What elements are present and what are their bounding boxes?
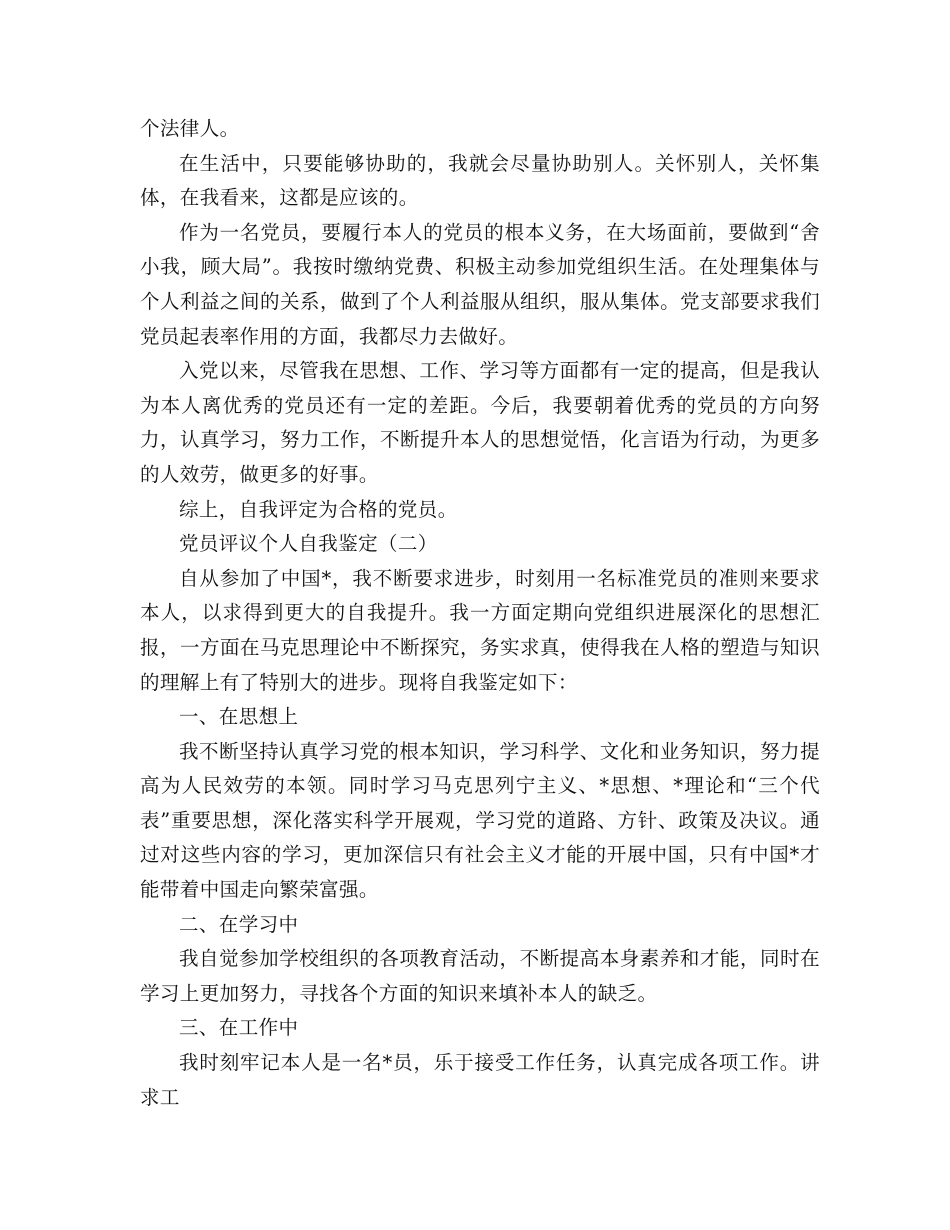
section-heading: 三、在工作中 <box>179 1016 299 1040</box>
document-body <box>140 112 820 1115</box>
paragraph: 我自觉参加学校组织的各项教育活动，不断提高本身素养和才能，同时在学习上更加努力，寻找各个方面的知识来填补本人的缺乏。 <box>140 947 820 1005</box>
section-heading: 一、在思想上 <box>179 705 299 729</box>
paragraph: 我时刻牢记本人是一名*员，乐于接受工作任务，认真完成各项工作。讲求工 <box>140 1051 820 1109</box>
paragraph: 个法律人。 <box>140 117 240 140</box>
paragraph: 我不断坚持认真学习党的根本知识，学习科学、文化和业务知识，努力提高为人民效劳的本领。同时学习马克思列宁主义、*思想、*理论和“三个代表”重要思想，深化落实科学开展观，学习党的道路、方针、政策及决议。通过对这些内容的学习，更加深信只有社会主义才能的开展中国，只有中国*才能带着中国走向繁荣富强。 <box>140 739 820 902</box>
paragraph: 综上，自我评定为合格的党员。 <box>179 497 458 521</box>
section-heading: 二、在学习中 <box>179 912 299 936</box>
paragraph: 自从参加了中国*，我不断要求进步，时刻用一名标准党员的准则来要求本人，以求得到更大的自我提升。我一方面定期向党组织进展深化的思想汇报，一方面在马克思理论中不断探究，务实求真，使得我在人格的塑造与知识的理解上有了特别大的进步。现将自我鉴定如下： <box>140 566 820 694</box>
paragraph: 在生活中，只要能够协助的，我就会尽量协助别人。关怀别人，关怀集体，在我看来，这都是应该的。 <box>140 151 820 210</box>
paragraph: 作为一名党员，要履行本人的党员的根本义务，在大场面前，要做到“舍小我，顾大局”。我按时缴纳党费、积极主动参加党组织生活。在处理集体与个人利益之间的关系，做到了个人利益服从组织，服从集体。党支部要求我们党员起表率作用的方面，我都尽力去做好。 <box>140 220 820 348</box>
section-title: 党员评议个人自我鉴定（二） <box>179 532 438 556</box>
paragraph: 入党以来，尽管我在思想、工作、学习等方面都有一定的提高，但是我认为本人离优秀的党员还有一定的差距。今后，我要朝着优秀的党员的方向努力，认真学习，努力工作，不断提升本人的思想觉悟，化言语为行动，为更多的人效劳，做更多的好事。 <box>140 359 820 486</box>
